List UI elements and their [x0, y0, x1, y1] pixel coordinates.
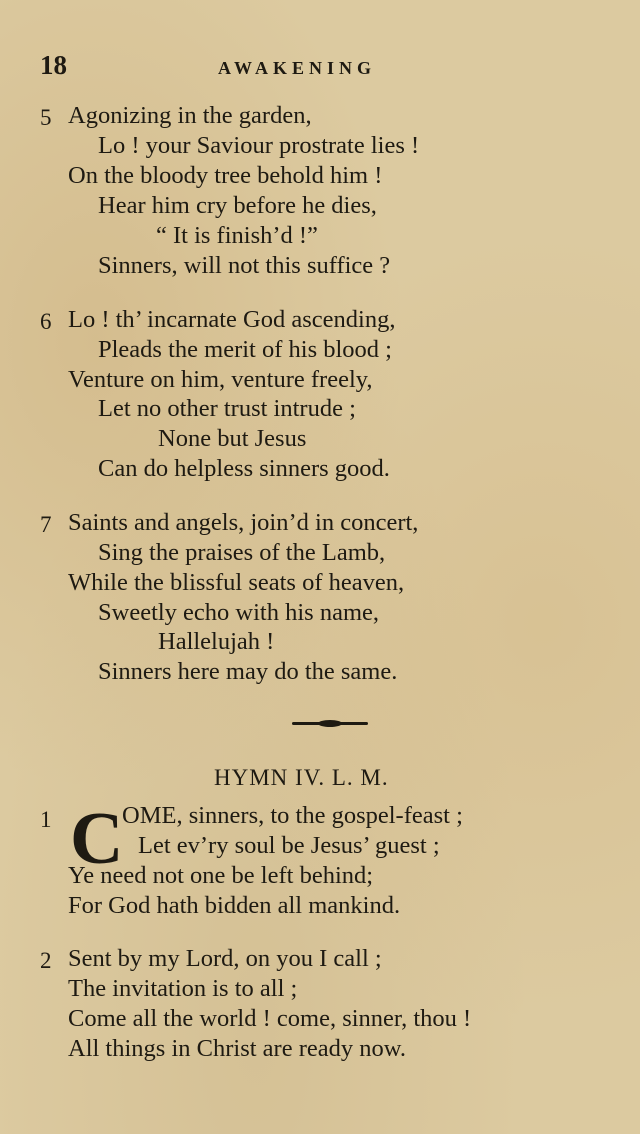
- page-header: [40, 50, 600, 86]
- verse-line: On the bloody tree behold him !: [68, 162, 383, 189]
- hymn-title: HYMN IV. L. M.: [214, 765, 389, 790]
- verse-line: Saints and angels, join’d in concert,: [68, 509, 419, 536]
- verse-line: Let ev’ry soul be Jesus’ guest ;: [138, 832, 440, 859]
- verse-line: Come all the world ! come, sinner, thou !: [68, 1005, 472, 1032]
- verse-line: Venture on him, venture freely,: [68, 366, 373, 393]
- verse-line: Sinners here may do the same.: [98, 658, 398, 685]
- verse-line: Pleads the merit of his blood ;: [98, 336, 392, 363]
- verse-line: Let no other trust intrude ;: [98, 395, 356, 422]
- verse-line: Lo ! th’ incarnate God ascending,: [68, 306, 396, 333]
- verse-line: For God hath bidden all mankind.: [68, 892, 401, 919]
- verse-number: 6: [40, 309, 52, 334]
- verse-line: While the blissful seats of heaven,: [68, 569, 405, 596]
- verse-line: Agonizing in the garden,: [68, 102, 312, 129]
- running-title: AWAKENING: [218, 58, 377, 78]
- page-number: 18: [40, 50, 67, 80]
- verse-line: All things in Christ are ready now.: [68, 1035, 406, 1062]
- verse-line: Sinners, will not this suffice ?: [98, 252, 391, 279]
- verse-line: Hear him cry before he dies,: [98, 192, 377, 219]
- verse-line: Ye need not one be left behind;: [68, 862, 374, 889]
- verse-line: Sent by my Lord, on you I call ;: [68, 945, 382, 972]
- verse-line: Lo ! your Saviour prostrate lies !: [98, 132, 420, 159]
- verse-line: Can do helpless sinners good.: [98, 455, 390, 482]
- verse-line: “ It is finish’d !”: [156, 222, 318, 249]
- verse-number: 2: [40, 948, 52, 973]
- section-divider: [292, 722, 368, 725]
- verse-line: Hallelujah !: [158, 628, 275, 655]
- verse-line: Sing the praises of the Lamb,: [98, 539, 386, 566]
- verse-line: The invitation is to all ;: [68, 975, 298, 1002]
- verse-line: None but Jesus: [158, 425, 307, 452]
- drop-cap: C: [70, 798, 124, 880]
- verse-number: 1: [40, 807, 52, 832]
- verse-number: 7: [40, 512, 52, 537]
- verse-line: OME, sinners, to the gospel-feast ;: [122, 802, 463, 829]
- verse-line: Sweetly echo with his name,: [98, 599, 380, 626]
- verse-number: 5: [40, 105, 52, 130]
